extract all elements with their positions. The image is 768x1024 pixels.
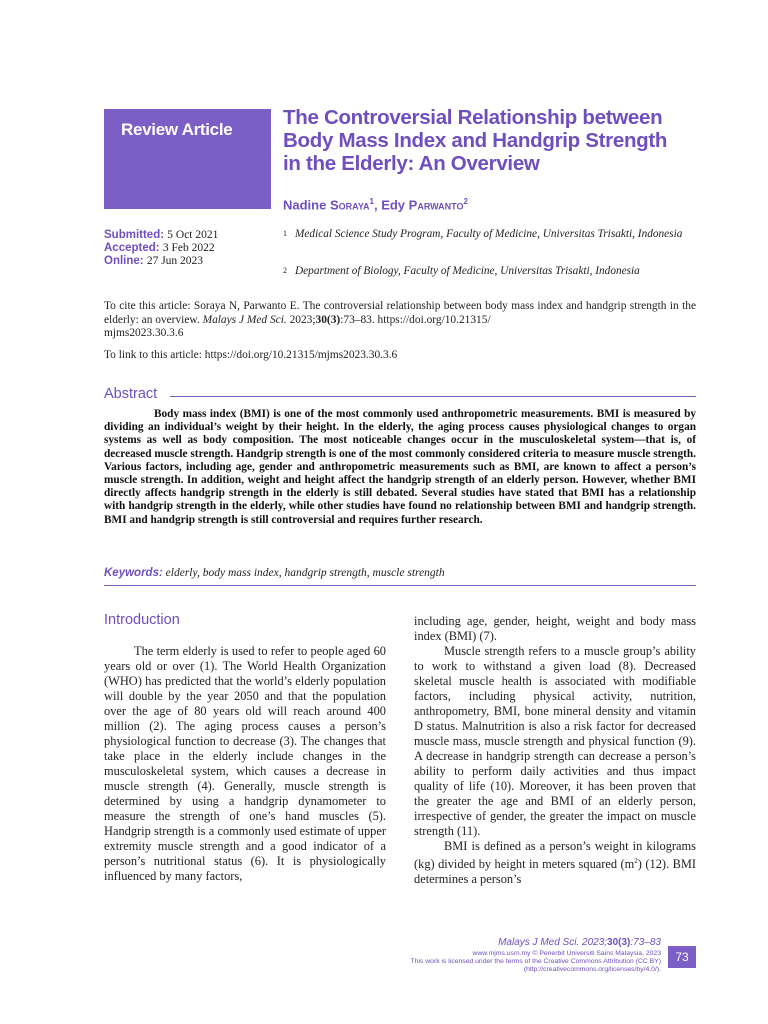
introduction-heading: Introduction <box>104 612 180 628</box>
online-label: Online: <box>104 255 144 267</box>
citation-year: 2023; <box>286 313 316 326</box>
submitted-line <box>104 229 218 241</box>
citation-journal: Malays J Med Sci. <box>202 313 287 326</box>
accepted-line <box>104 242 215 254</box>
author2-sup: 2 <box>463 197 468 206</box>
title-line-2: Body Mass Index and Handgrip Strength <box>283 129 668 152</box>
keywords-label: Keywords: <box>104 567 163 579</box>
keywords-line <box>104 567 445 579</box>
accepted-label: Accepted: <box>104 242 160 254</box>
online-line <box>104 255 203 267</box>
title-line-3: in the Elderly: An Overview <box>283 152 540 175</box>
footer-journal <box>498 937 661 948</box>
affiliation-1 <box>283 227 703 257</box>
article-type-label <box>121 120 232 140</box>
citation-doi-end: mjms2023.30.3.6 <box>104 327 184 339</box>
author1-sup: 1 <box>369 197 374 206</box>
citation-pages: :73–83. https://doi.org/10.21315/ <box>340 313 491 326</box>
intro-paragraph-3a: BMI is defined as a person’s weight in kilograms (kg) divided by height in meters squared (m <box>414 839 696 872</box>
citation-link[interactable]: To link to this article: https://doi.org/10.21315/mjms2023.30.3.6 <box>104 349 398 361</box>
abstract-heading: Abstract <box>104 386 158 402</box>
author2-last: Parwanto <box>408 197 464 213</box>
author-list: Nadine Soraya$^1$, Edy Parwanto$^2$ <box>283 197 468 213</box>
title-line-1: The Controversial Relationship between <box>283 106 663 129</box>
footer-copyright: www.mjms.usm.my © Penerbit Universiti Sains Malaysia, 2023 <box>472 950 661 957</box>
body-column-left <box>104 644 386 884</box>
author2-first: Edy <box>381 197 406 213</box>
abstract-rule <box>170 396 696 397</box>
affiliation-2-text: Department of Biology, Faculty of Medicine, Universitas Trisakti, Indonesia <box>295 265 640 277</box>
intro-paragraph-1-cont: including age, gender, height, weight and body mass index (BMI) (7). <box>414 614 696 643</box>
citation-text <box>104 300 696 341</box>
page-number: 73 <box>668 946 696 968</box>
footer-volume: 30(3) <box>607 937 631 948</box>
intro-paragraph-2: Muscle strength refers to a muscle group’s ability to work to withstand a given load (8). Decreased skeletal muscle health is associated with modifiable factors, including physical activity, nutrition, anthropometry, BMI, bone mineral density and vitamin D status. Malnutrition is also a risk factor for decreased muscle mass, muscle strength and physical function (9). A decrease in handgrip strength can decrease a person’s ability to perform daily activities and thus impact quality of life (10). Moreover, it has been proven that the greater the age and BMI of an elderly person, irrespective of gender, the greater the impact on muscle strength (11). <box>414 644 696 838</box>
footer-license: This work is licensed under the terms of the Creative Commons Attribution (CC BY) <box>410 958 661 965</box>
intro-paragraph-1: The term elderly is used to refer to people aged 60 years old or over (1). The World Health Organization (WHO) has predicted that the world’s elderly population will double by the year 2050 and that the population over the age of 80 years old will reach around 400 million (2). The aging process causes a person’s physiological function to decrease (3). The changes that take place in the elderly include changes in the musculoskeletal system, which causes a decrease in muscle strength (4). Generally, muscle strength is determined by using a handgrip dynamometer to measure the strength of one’s hand muscles (5). Handgrip strength is a commonly used estimate of upper extremity muscle strength and a good indicator of a person’s nutritional status (6). It is physiologically influenced by many factors, <box>104 644 386 883</box>
online-value: 27 Jun 2023 <box>146 255 204 267</box>
citation-volume: 30(3) <box>315 313 341 326</box>
affiliation-2 <box>283 264 703 280</box>
submitted-label: Submitted: <box>104 229 165 241</box>
footer-pages: :73–83 <box>630 937 661 948</box>
keywords-list: elderly, body mass index, handgrip strength, muscle strength <box>162 567 445 579</box>
affiliation-2-number: 2 <box>283 266 287 275</box>
intro-paragraph-3 <box>414 839 696 887</box>
keywords-rule <box>104 585 696 586</box>
article-title <box>283 106 683 175</box>
affiliation-1-number: 1 <box>283 229 287 238</box>
article-type-word1: Review <box>121 120 178 139</box>
footer-year: 2023; <box>579 937 608 948</box>
affiliation-1-text: Medical Science Study Program, Faculty of Medicine, Universitas Trisakti, Indonesia <box>295 228 683 240</box>
article-type-word2: Article <box>181 120 233 139</box>
footer-journal-name: Malays J Med Sci. <box>498 937 580 948</box>
author1-first: Nadine <box>283 197 327 213</box>
author1-last: Soraya <box>329 197 370 213</box>
intro-paragraph-3-sup: 2 <box>634 857 638 865</box>
accepted-value: 3 Feb 2022 <box>162 242 215 254</box>
submitted-value: 5 Oct 2021 <box>167 229 219 241</box>
citation-part1: To cite this article: Soraya N, Parwanto E. The controversial relationship between body mass index and handgrip strength in the elderly: an overview. <box>104 300 696 326</box>
footer-license-link[interactable]: (http://creativecommons.org/licenses/by/4.0/). <box>523 966 661 973</box>
intro-paragraph-3b: ) (12). BMI determines a person’s <box>414 857 696 887</box>
body-column-right <box>414 614 696 887</box>
abstract-text: Body mass index (BMI) is one of the most commonly used anthropometric measurements. BMI is measured by dividing an individual’s weight by their height. In the elderly, the aging process causes physiological changes to organ systems as well as body composition. The most noticeable changes occur in the musculoskeletal system—that is, of decreased muscle strength. Handgrip strength is one of the most commonly considered criteria to measure muscle strength. Various factors, including age, gender and anthropometric measurements such as BMI, are known to affect a person’s muscle strength. In addition, weight and height affect the handgrip strength of an elderly person. However, whether BMI directly affects handgrip strength in the elderly is still debated. Several studies have stated that BMI has a relationship with handgrip strength in the elderly, while other studies have found no relationship between BMI and handgrip strength. BMI and handgrip strength is still controversial and requires further research. <box>104 408 696 526</box>
